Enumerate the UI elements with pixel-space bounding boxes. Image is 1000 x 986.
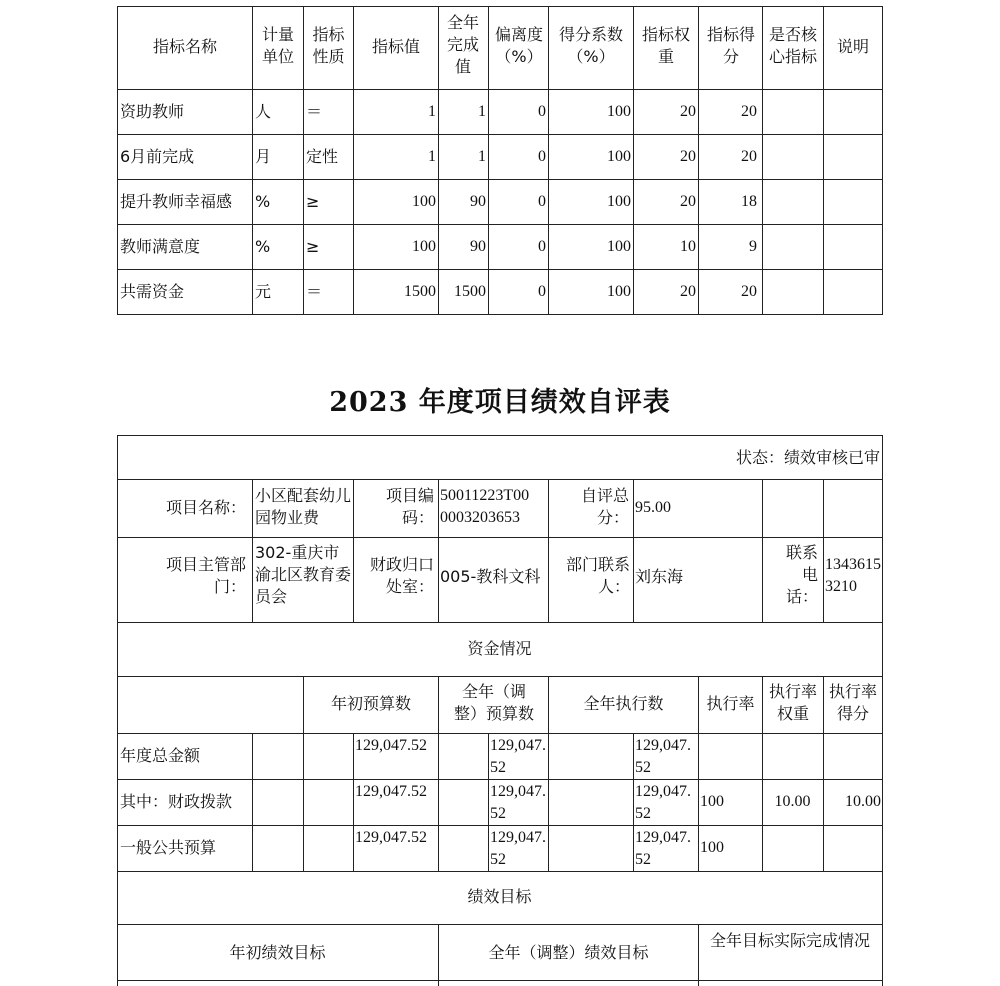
funds-row-initial: 129,047.52 [355, 783, 427, 800]
contact-value: 刘东海 [635, 567, 684, 586]
table-row-coef: 100 [607, 103, 631, 120]
table-row-target: 100 [412, 193, 436, 210]
table-row-deviation: 0 [538, 193, 546, 210]
table-row-deviation: 0 [538, 148, 546, 165]
table-row-score: 20 [741, 103, 757, 120]
funds-row-label: 一般公共预算 [120, 838, 217, 857]
header-weight: 指标权重 [641, 25, 690, 66]
funds-row-weight: 10.00 [774, 793, 811, 810]
funds-header-adjusted: 全年（调整）预算数 [453, 682, 534, 723]
project-code-value: 50011223T000003203653 [440, 487, 530, 526]
self-score-label: 自评总分： [580, 486, 629, 527]
header-actual-value: 全年完成值 [446, 13, 479, 76]
phone-value: 13436153210 [825, 556, 881, 595]
project-name-label: 项目名称： [165, 498, 246, 517]
table-row-deviation: 0 [538, 238, 546, 255]
table-row-nature: ＝ [306, 102, 323, 121]
table-row-unit: 月 [255, 147, 272, 166]
table-row-unit: % [255, 192, 271, 211]
funds-row-executed: 129,047.52 [635, 737, 691, 776]
table-row-coef: 100 [607, 238, 631, 255]
funds-section-title: 资金情况 [467, 639, 532, 658]
header-nature: 指标性质 [312, 25, 345, 66]
funds-header-executed: 全年执行数 [583, 694, 664, 713]
finance-label: 财政归口处室： [369, 555, 434, 596]
finance-value: 005-教科文科 [440, 567, 541, 586]
self-score-value: 95.00 [635, 499, 671, 516]
table-row-coef: 100 [607, 148, 631, 165]
table-row-target: 1 [428, 103, 436, 120]
table-row-target: 100 [412, 238, 436, 255]
funds-row-score: 10.00 [845, 793, 881, 810]
project-name-value: 小区配套幼儿园物业费 [255, 486, 352, 527]
table-row-weight: 20 [680, 193, 696, 210]
funds-row-adjusted: 129,047.52 [490, 783, 546, 822]
funds-row-initial: 129,047.52 [355, 829, 427, 846]
header-unit: 计量单位 [261, 25, 294, 66]
table-row-score: 20 [741, 283, 757, 300]
status-text: 状态：绩效审核已审 [735, 448, 880, 467]
table-row-nature: ≥ [306, 192, 320, 211]
table-row-score: 18 [741, 193, 757, 210]
table-row-unit: 人 [255, 102, 272, 121]
phone-label: 联系电话： [785, 543, 818, 606]
table-row-nature: ＝ [306, 282, 323, 301]
funds-row-rate: 100 [700, 793, 724, 810]
perf-section-title: 绩效目标 [467, 887, 532, 906]
table-row-name: 6月前完成 [120, 147, 195, 166]
dept-label: 项目主管部门： [165, 555, 246, 596]
table-row-target: 1 [428, 148, 436, 165]
table-row-deviation: 0 [538, 103, 546, 120]
header-indicator-name: 指标名称 [152, 37, 217, 56]
funds-row-label: 其中：财政拨款 [120, 792, 233, 811]
table-row-deviation: 0 [538, 283, 546, 300]
table-row-nature: ≥ [306, 237, 320, 256]
table-row-weight: 20 [680, 103, 696, 120]
table-row-score: 9 [749, 238, 757, 255]
funds-row-executed: 129,047.52 [635, 783, 691, 822]
page-title: 2023 年度项目绩效自评表 [329, 387, 671, 418]
funds-row-executed: 129,047.52 [635, 829, 691, 868]
funds-row-initial: 129,047.52 [355, 737, 427, 754]
header-target-value: 指标值 [371, 37, 420, 56]
project-code-label: 项目编码： [385, 486, 434, 527]
table-row-target: 1500 [404, 283, 436, 300]
funds-row-adjusted: 129,047.52 [490, 737, 546, 776]
funds-row-label: 年度总金额 [120, 746, 201, 765]
table-row-actual: 90 [470, 238, 486, 255]
dept-value: 302-重庆市渝北区教育委员会 [255, 543, 352, 606]
table-row-weight: 20 [680, 283, 696, 300]
header-remark: 说明 [836, 37, 869, 56]
funds-header-weight: 执行率权重 [768, 682, 817, 723]
table-row-coef: 100 [607, 193, 631, 210]
header-core: 是否核心指标 [768, 25, 817, 66]
funds-row-adjusted: 129,047.52 [490, 829, 546, 868]
perf-header-actual: 全年目标实际完成情况 [709, 931, 870, 950]
perf-header-initial: 年初绩效目标 [229, 943, 326, 962]
funds-header-rate: 执行率 [706, 694, 755, 713]
table-row-coef: 100 [607, 283, 631, 300]
table-row-score: 20 [741, 148, 757, 165]
table-row-unit: 元 [255, 282, 272, 301]
table-row-nature: 定性 [306, 147, 339, 166]
header-score: 指标得分 [706, 25, 755, 66]
table-row-name: 共需资金 [120, 282, 185, 301]
contact-label: 部门联系人： [565, 555, 630, 596]
perf-header-adjusted: 全年（调整）绩效目标 [488, 943, 649, 962]
table-row-actual: 1 [478, 148, 486, 165]
table-row-actual: 90 [470, 193, 486, 210]
table-row-actual: 1500 [454, 283, 486, 300]
table-row-name: 教师满意度 [120, 237, 201, 256]
funds-row-rate: 100 [700, 839, 724, 856]
header-score-coef: 得分系数（%） [558, 25, 623, 66]
table-row-unit: % [255, 237, 271, 256]
funds-header-initial: 年初预算数 [330, 694, 411, 713]
table-row-name: 提升教师幸福感 [120, 192, 233, 211]
table-row-name: 资助教师 [120, 102, 185, 121]
table-row-weight: 20 [680, 148, 696, 165]
header-deviation: 偏离度（%） [494, 25, 543, 66]
table-row-weight: 10 [680, 238, 696, 255]
table-row-actual: 1 [478, 103, 486, 120]
funds-header-score: 执行率得分 [828, 682, 877, 723]
